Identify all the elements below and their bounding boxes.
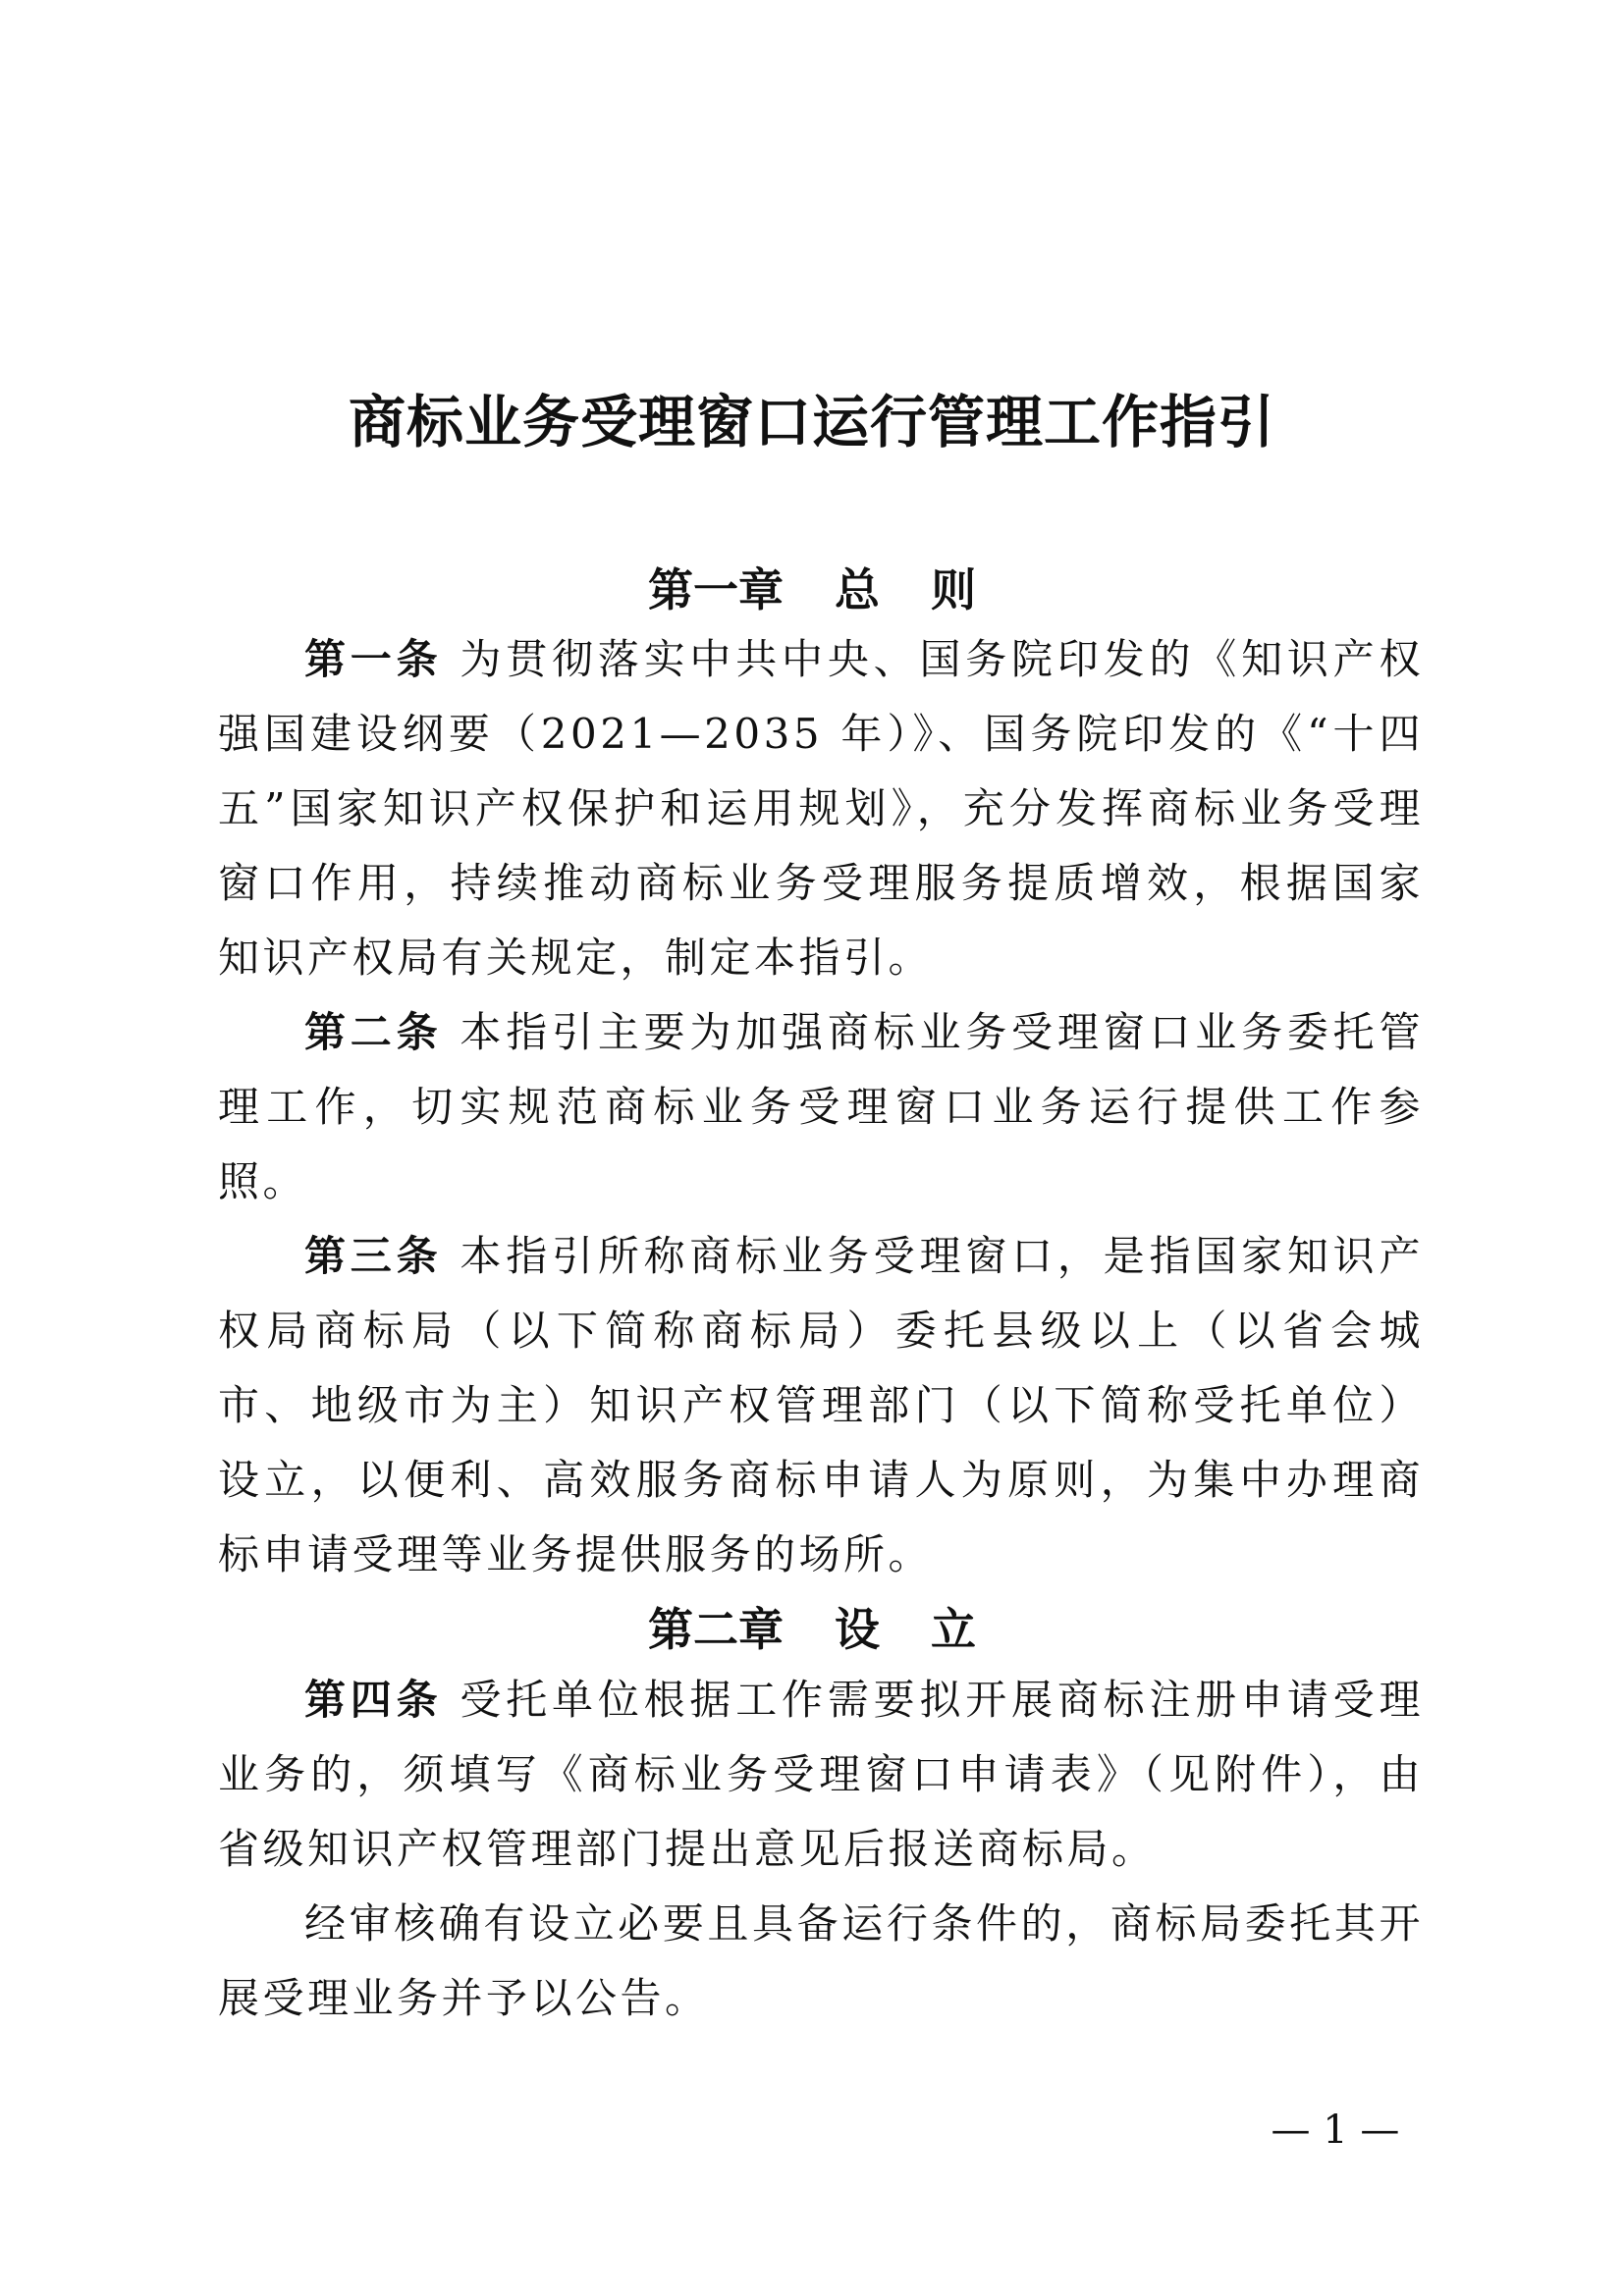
article-text: 本指引所称商标业务受理窗口，是指国家知识产权局商标局（以下简称商标局）委托县级以上（以省会城市、地级市为主）知识产权管理部门（以下简称受托单位）设立，以便利、高效服务商标申请人为原则，为集中办理商标申请受理等业务提供服务的场所。 <box>218 1232 1424 1578</box>
article-label: 第四条 <box>304 1676 443 1724</box>
chapter-1-body <box>218 622 1424 1592</box>
article-paragraph <box>218 1219 1424 1592</box>
article-text: 为贯彻落实中共中央、国务院印发的《知识产权强国建设纲要（2021—2035 年）》、国务院印发的《“十四五”国家知识产权保护和运用规划》，充分发挥商标业务受理窗口作用，持续推动商标业务受理服务提质增效，根据国家知识产权局有关规定，制定本指引。 <box>218 635 1424 982</box>
article-label: 第一条 <box>304 635 443 683</box>
chapter-name-part: 总 <box>835 563 880 616</box>
chapter-name-part: 设 <box>835 1603 880 1656</box>
page-number: — 1 — <box>1271 2108 1400 2153</box>
chapter-label: 第二章 <box>648 1603 784 1656</box>
article-paragraph <box>218 995 1424 1219</box>
article-paragraph <box>218 1663 1424 1887</box>
article-text: 受托单位根据工作需要拟开展商标注册申请受理业务的，须填写《商标业务受理窗口申请表》（见附件），由省级知识产权管理部门提出意见后报送商标局。 <box>218 1676 1424 1873</box>
document-title: 商标业务受理窗口运行管理工作指引 <box>348 389 1275 455</box>
chapter-2-body <box>218 1663 1424 2036</box>
chapter-name-part: 则 <box>931 563 976 616</box>
article-paragraph <box>218 622 1424 995</box>
chapter-heading-1 <box>0 556 1624 624</box>
chapter-heading-2 <box>0 1595 1624 1664</box>
chapter-name-part: 立 <box>931 1603 976 1656</box>
chapter-label: 第一章 <box>648 563 784 616</box>
article-label: 第三条 <box>304 1232 443 1280</box>
article-text: 本指引主要为加强商标业务受理窗口业务委托管理工作，切实规范商标业务受理窗口业务运行提供工作参照。 <box>218 1008 1424 1205</box>
article-label: 第二条 <box>304 1008 443 1056</box>
body-paragraph: 经审核确有设立必要且具备运行条件的，商标局委托其开展受理业务并予以公告。 <box>218 1899 1424 2022</box>
